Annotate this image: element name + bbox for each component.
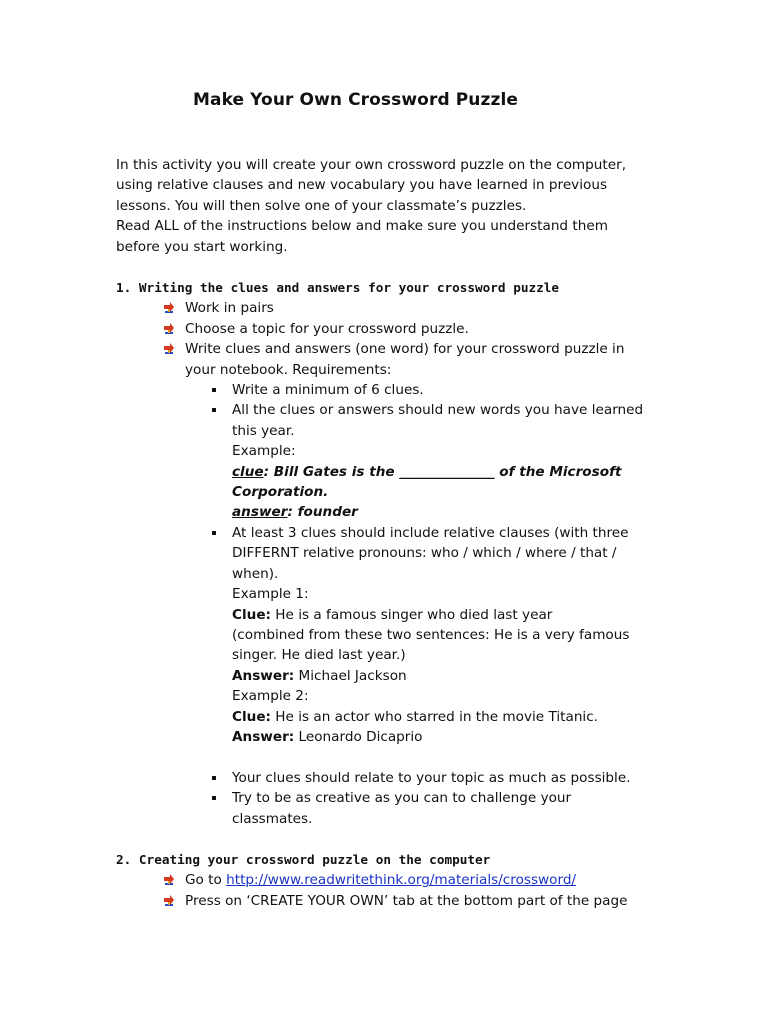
example-clue [116, 707, 716, 727]
pushpin-arrow-icon [163, 874, 175, 886]
list-item-text: Choose a topic for your crossword puzzle. [185, 320, 469, 337]
answer-label: Answer: [232, 728, 295, 745]
pushpin-arrow-icon [163, 895, 175, 907]
clue-label: Clue: [232, 606, 271, 623]
crossword-link[interactable]: http://www.readwritethink.org/materials/crossword/ [226, 872, 577, 889]
example-label: Example: [232, 443, 296, 460]
list-item-text: Write clues and answers (one word) for your crossword puzzle in [185, 341, 625, 358]
requirement-continuation: this year. [232, 422, 295, 439]
list-item-text: your notebook. Requirements: [185, 361, 392, 378]
requirement-text: Your clues should relate to your topic as much as possible. [232, 769, 631, 786]
example-label: Example 2: [232, 688, 309, 705]
intro-line: Read ALL of the instructions below and make sure you understand them [116, 218, 608, 235]
square-bullet-icon [212, 796, 216, 800]
list-item [116, 298, 716, 318]
requirement-item [116, 523, 716, 543]
pushpin-arrow-icon [163, 343, 175, 355]
spacer [116, 747, 716, 767]
example-answer [116, 502, 716, 522]
requirement-text: At least 3 clues should include relative clauses (with three [232, 524, 629, 541]
section-heading: 1. Writing the clues and answers for your crossword puzzle [116, 280, 560, 295]
answer-text: : founder [287, 504, 358, 521]
example-clue [116, 462, 716, 482]
section-creating-puzzle [116, 850, 716, 911]
answer-text: Leonardo Dicaprio [294, 728, 423, 745]
requirement-item [116, 380, 716, 400]
clue-text: : Bill Gates is the ______________ of the Microsoft [263, 463, 622, 480]
intro-line: In this activity you will create your own crossword puzzle on the computer, [116, 157, 627, 173]
clue-label: Clue: [232, 708, 271, 725]
list-item [116, 339, 716, 359]
page-title: Make Your Own Crossword Puzzle [193, 90, 519, 110]
example-note: (combined from these two sentences: He is a very famous [232, 626, 630, 643]
requirement-text: Try to be as creative as you can to challenge your [232, 790, 572, 807]
requirement-continuation: DIFFERNT relative pronouns: who / which / where / that / [232, 545, 617, 562]
square-bullet-icon [212, 408, 216, 412]
answer-word: answer [232, 504, 288, 521]
list-item-continuation [116, 360, 716, 380]
clue-text: He is an actor who starred in the movie Titanic. [270, 708, 599, 725]
requirement-continuation: classmates. [232, 810, 313, 827]
section-heading: 2. Creating your crossword puzzle on the computer [116, 852, 491, 867]
intro-line: lessons. You will then solve one of your classmate’s puzzles. [116, 197, 527, 214]
pushpin-arrow-icon [163, 302, 175, 314]
list-item [116, 319, 716, 339]
requirement-text: Write a minimum of 6 clues. [232, 382, 424, 399]
requirement-item [116, 788, 716, 808]
example-label: Example 1: [232, 586, 309, 603]
list-item [116, 870, 716, 890]
requirement-continuation: when). [232, 565, 279, 582]
requirement-item [116, 768, 716, 788]
square-bullet-icon [212, 531, 216, 535]
intro-paragraph [116, 155, 676, 257]
clue-text: He is a famous singer who died last year [270, 606, 553, 623]
requirement-item [116, 400, 716, 420]
clue-word: clue [232, 463, 264, 480]
answer-label: Answer: [232, 667, 295, 684]
square-bullet-icon [212, 388, 216, 392]
requirement-text: All the clues or answers should new words you have learned [232, 402, 644, 419]
example-clue [116, 605, 716, 625]
square-bullet-icon [212, 776, 216, 780]
section-writing-clues [116, 278, 716, 829]
example-answer [116, 727, 716, 747]
example-clue-continuation: Corporation. [232, 484, 329, 501]
pushpin-arrow-icon [163, 323, 175, 335]
list-item [116, 891, 716, 911]
intro-line: before you start working. [116, 238, 288, 255]
example-note: singer. He died last year.) [232, 647, 406, 664]
list-item-text: Go to [185, 872, 227, 889]
intro-line: using relative clauses and new vocabulary you have learned in previous [116, 177, 608, 194]
answer-text: Michael Jackson [294, 667, 407, 684]
list-item-text: Work in pairs [185, 300, 274, 317]
example-answer [116, 666, 716, 686]
list-item-text: Press on ‘CREATE YOUR OWN’ tab at the bottom part of the page [185, 892, 628, 909]
